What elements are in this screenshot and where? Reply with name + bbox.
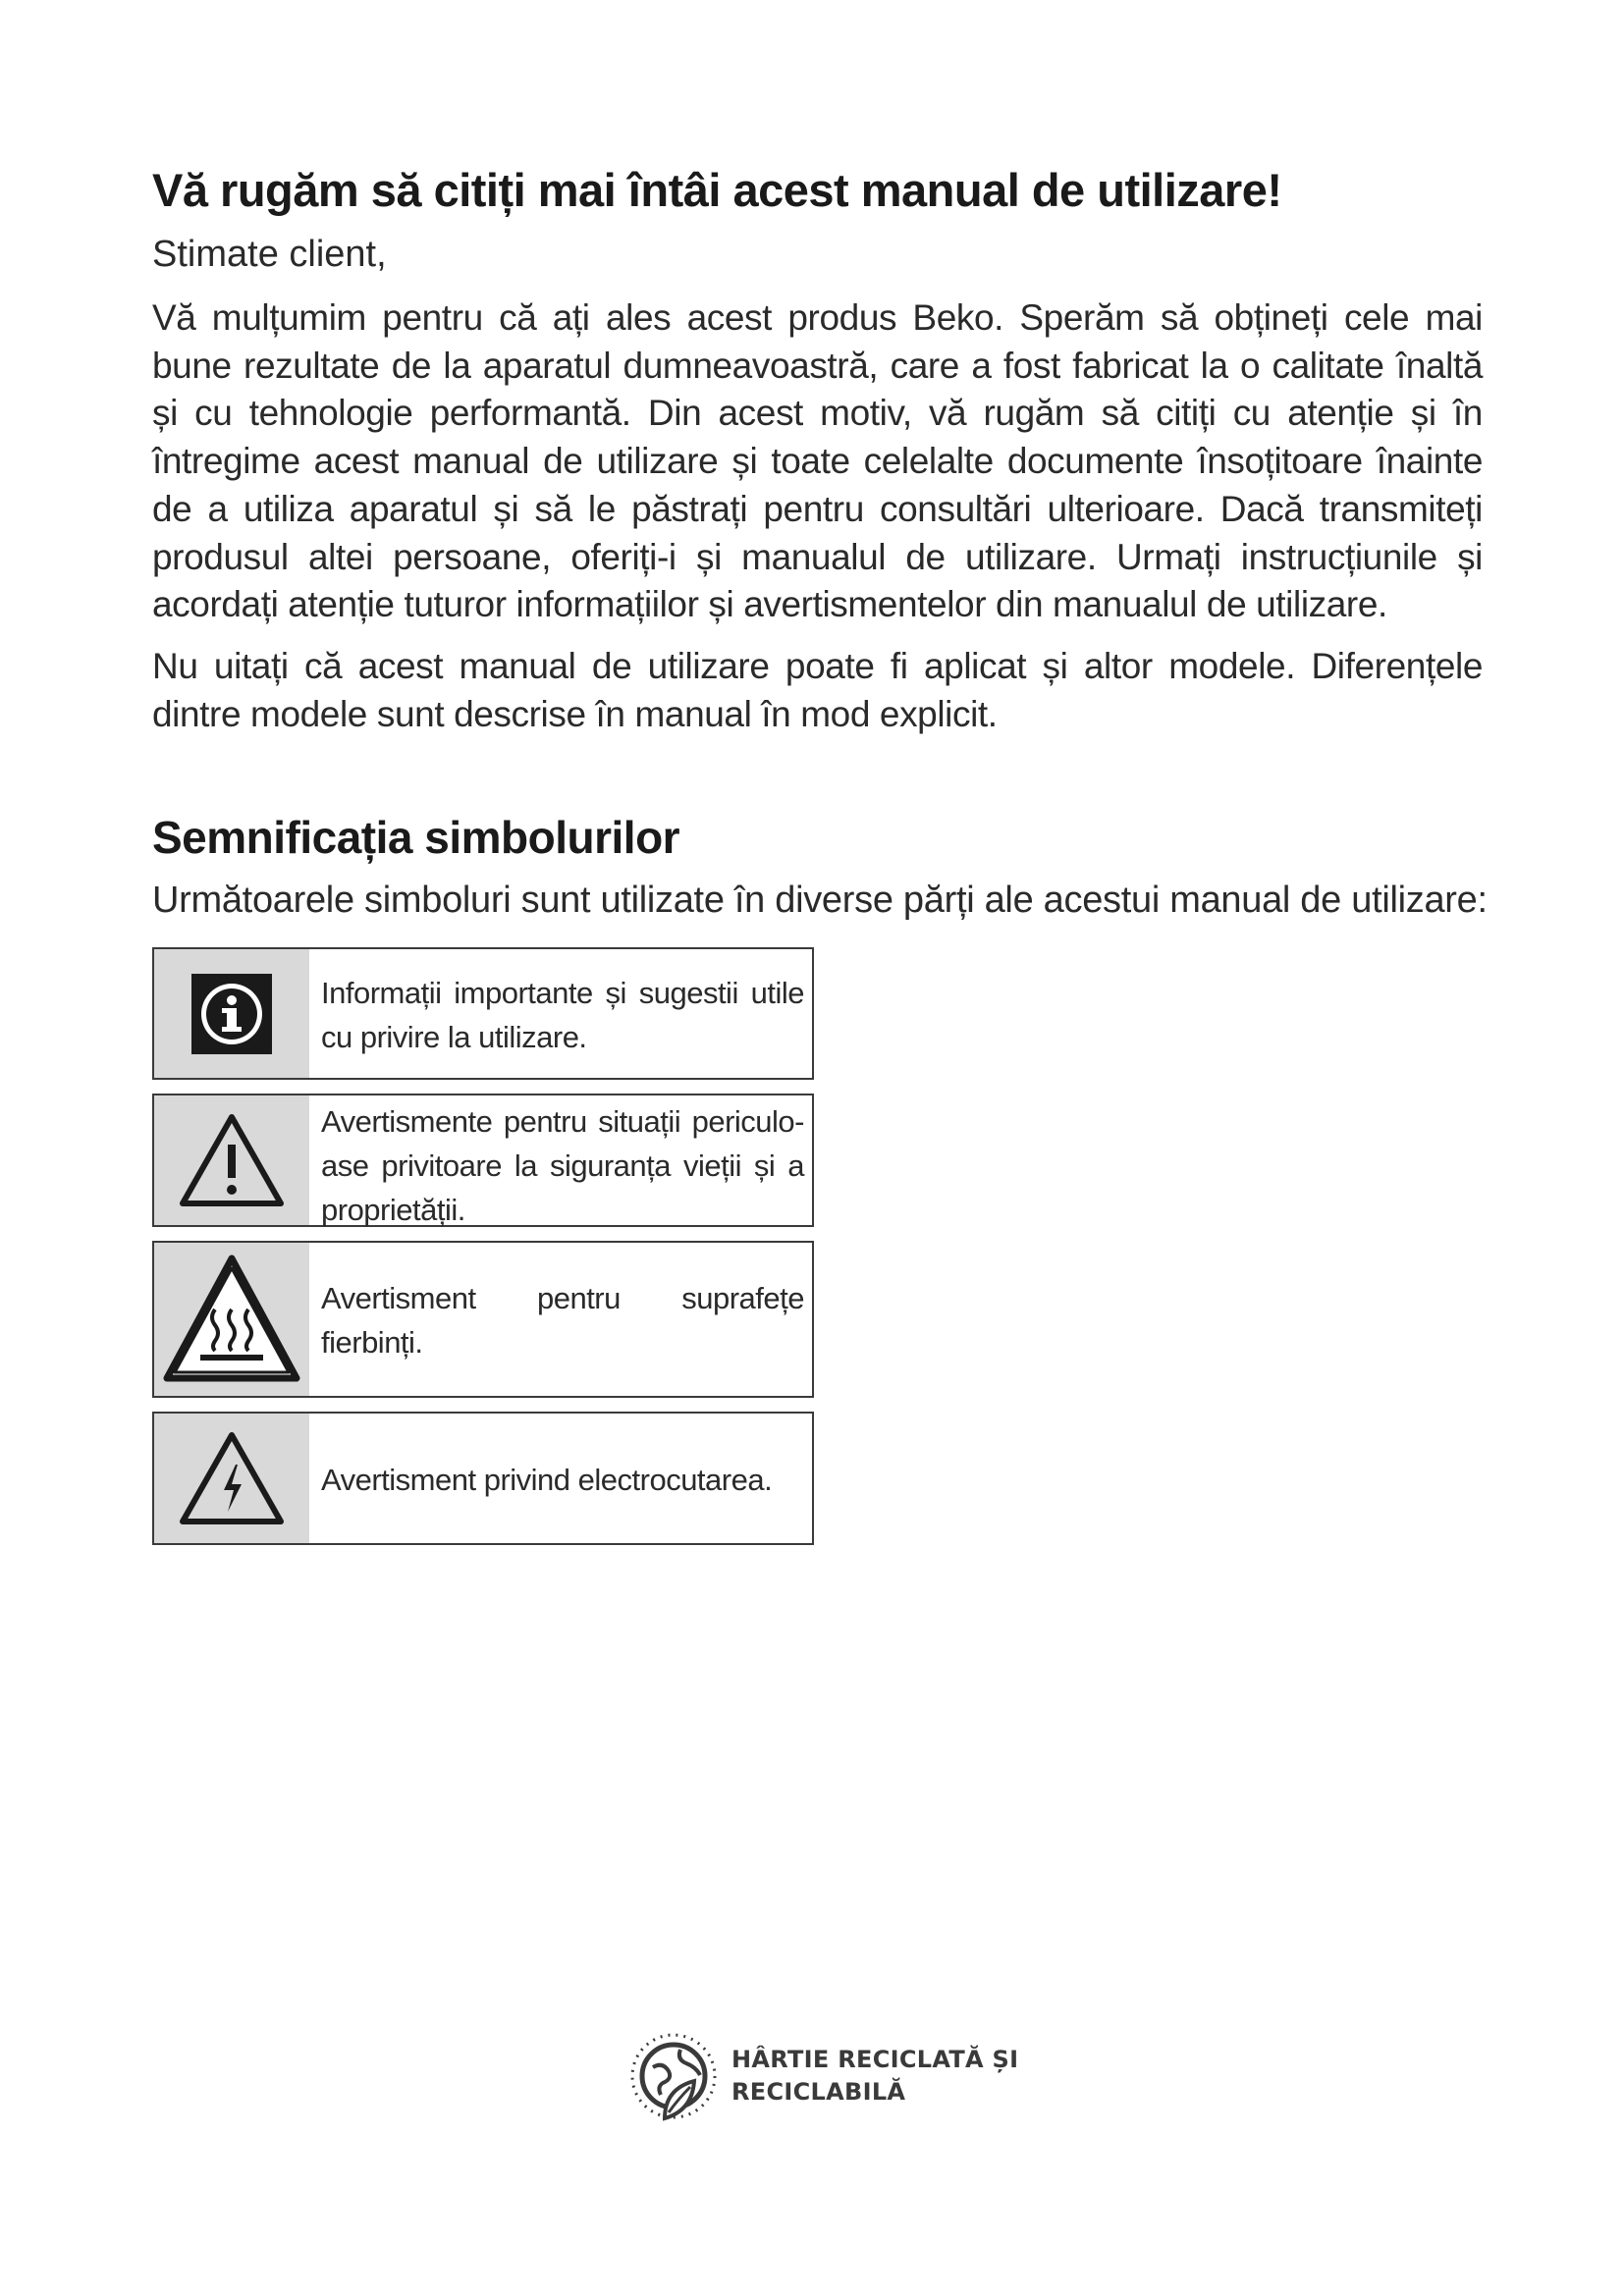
symbol-description: Informații importante și sugestii utile cu privire la utilizare. <box>321 975 804 1054</box>
symbol-row-info <box>152 947 814 1080</box>
warning-icon <box>154 1095 309 1225</box>
recycle-globe-icon <box>625 2028 722 2124</box>
greeting: Stimate client, <box>152 234 387 275</box>
symbol-description: Avertisment privind electrocutarea. <box>321 1462 773 1497</box>
recycled-paper-badge <box>625 2028 1018 2124</box>
symbol-description: Avertisment pentru suprafețe fierbinți. <box>321 1281 804 1360</box>
page-title: Vă rugăm să citiți mai întâi acest manual de utilizare! <box>152 164 1282 216</box>
symbol-row-warning <box>152 1094 814 1227</box>
info-icon <box>154 949 309 1078</box>
intro-paragraph: Vă mulțumim pentru că ați ales acest produs Beko. Sperăm să obțineți cele mai bune rezultate de la aparatul dumneavoastră, care a fost fabricat la o calitate înaltă și cu tehnologie performantă. Din acest motiv, vă rugăm să citiți cu atenție și în întregime acest manual de utilizare și toate celelalte documente însoțitoare înainte de a utiliza aparatul și să le păstrați pentru consultări ulterioare. Dacă transmiteți produsul altei persoane, oferiți-i și manualul de utilizare. Urmați instrucțiunile și acordați atenție tuturor informațiilor și avertismentelor din manualul de utilizare. <box>152 297 1483 625</box>
symbols-heading: Semnificația simbolurilor <box>152 812 680 863</box>
electric-shock-icon <box>154 1414 309 1543</box>
recycled-paper-label-line1: HÂRTIE RECICLATĂ ȘI <box>731 2046 1019 2073</box>
symbol-row-electric-shock <box>152 1412 814 1545</box>
symbol-row-hot-surface <box>152 1241 814 1398</box>
hot-surface-icon <box>154 1243 309 1396</box>
symbol-description: Avertismente pentru situații periculo-ase privitoare la siguranța vieții și a proprietății. <box>321 1104 804 1227</box>
recycled-paper-label-line2: RECICLABILĂ <box>731 2078 906 2106</box>
symbols-intro: Următoarele simboluri sunt utilizate în diverse părți ale acestui manual de utilizare: <box>152 880 1488 921</box>
models-note-paragraph: Nu uitați că acest manual de utilizare poate fi aplicat și altor modele. Diferențele dintre modele sunt descrise în manual în mod explicit. <box>152 646 1483 734</box>
recycled-paper-label <box>731 2044 1018 2109</box>
